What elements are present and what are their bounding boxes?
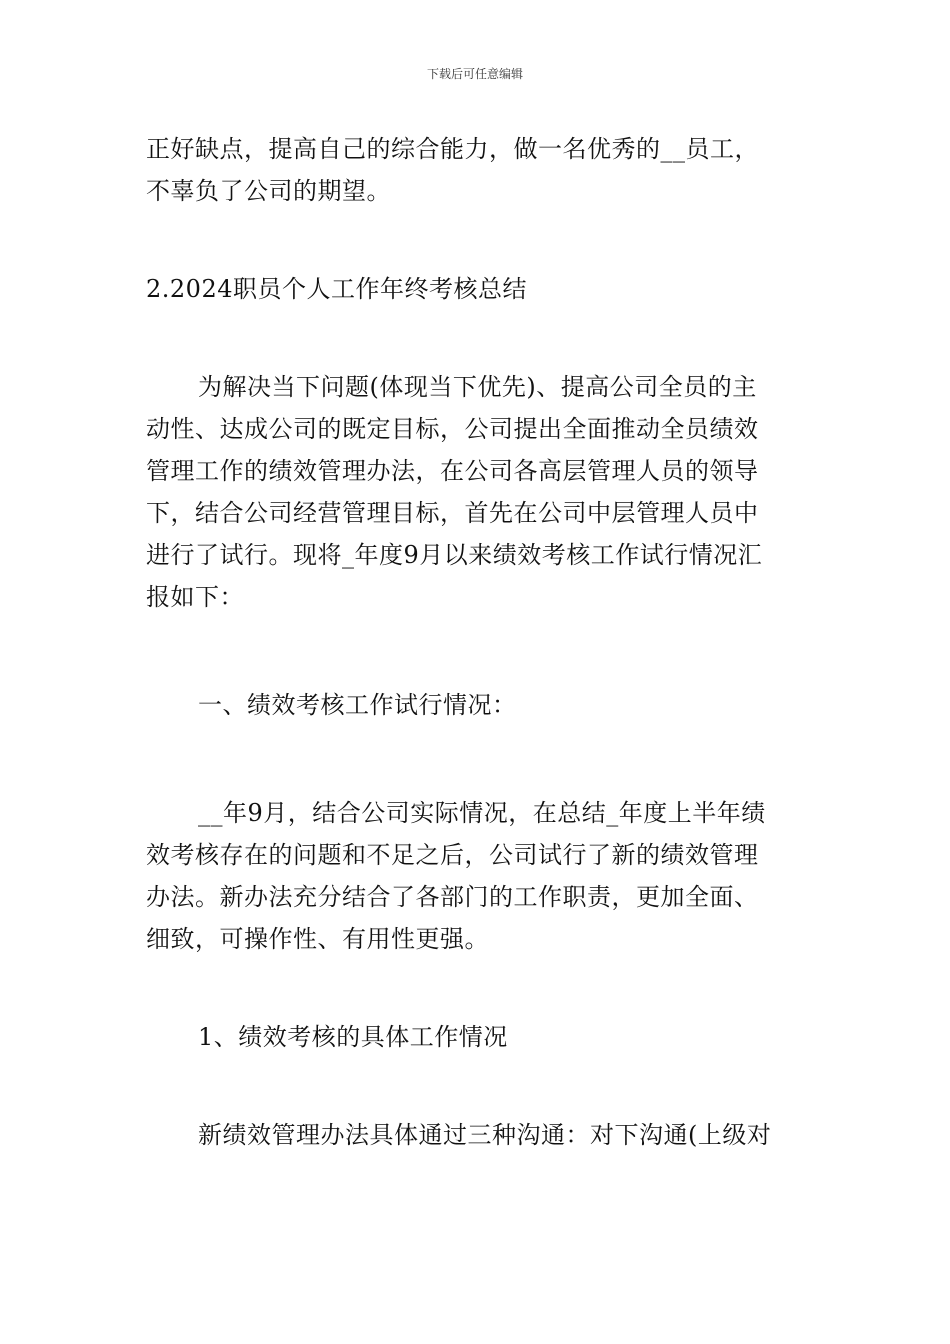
paragraph-communication xyxy=(146,1114,814,1156)
paragraph-line: 办法。新办法充分结合了各部门的工作职责，更加全面、 xyxy=(146,883,759,911)
numbered-heading-text: 1、绩效考核的具体工作情况 xyxy=(198,1023,508,1051)
paragraph-line: 报如下： xyxy=(146,583,244,611)
paragraph-line: 正好缺点，提高自己的综合能力，做一名优秀的__员工， xyxy=(146,135,759,163)
paragraph-line: 为解决当下问题(体现当下优先)、提高公司全员的主 xyxy=(198,373,757,401)
paragraph-line: 下，结合公司经营管理目标，首先在公司中层管理人员中 xyxy=(146,499,759,527)
paragraph-line: 进行了试行。现将_年度9月以来绩效考核工作试行情况汇 xyxy=(146,541,763,569)
paragraph-1 xyxy=(146,128,814,212)
paragraph-line: 新绩效管理办法具体通过三种沟通：对下沟通(上级对 xyxy=(198,1121,772,1149)
subsection-heading-text: 一、绩效考核工作试行情况： xyxy=(198,691,517,719)
page-header: 下载后可任意编辑 xyxy=(426,67,523,81)
paragraph-line: 动性、达成公司的既定目标，公司提出全面推动全员绩效 xyxy=(146,415,759,443)
paragraph-trial xyxy=(146,792,814,960)
numbered-heading xyxy=(146,1016,814,1058)
paragraph-line: 效考核存在的问题和不足之后，公司试行了新的绩效管理 xyxy=(146,841,759,869)
paragraph-line: 细致，可操作性、有用性更强。 xyxy=(146,925,489,953)
paragraph-line: 管理工作的绩效管理办法，在公司各高层管理人员的领导 xyxy=(146,457,759,485)
section-title xyxy=(146,268,814,310)
section-title-text: 2.2024职员个人工作年终考核总结 xyxy=(146,275,527,303)
subsection-heading xyxy=(146,684,814,726)
document-body xyxy=(146,128,814,1156)
paragraph-line: __年9月，结合公司实际情况，在总结_年度上半年绩 xyxy=(198,799,766,827)
paragraph-line: 不辜负了公司的期望。 xyxy=(146,177,391,205)
paragraph-intro xyxy=(146,366,814,618)
